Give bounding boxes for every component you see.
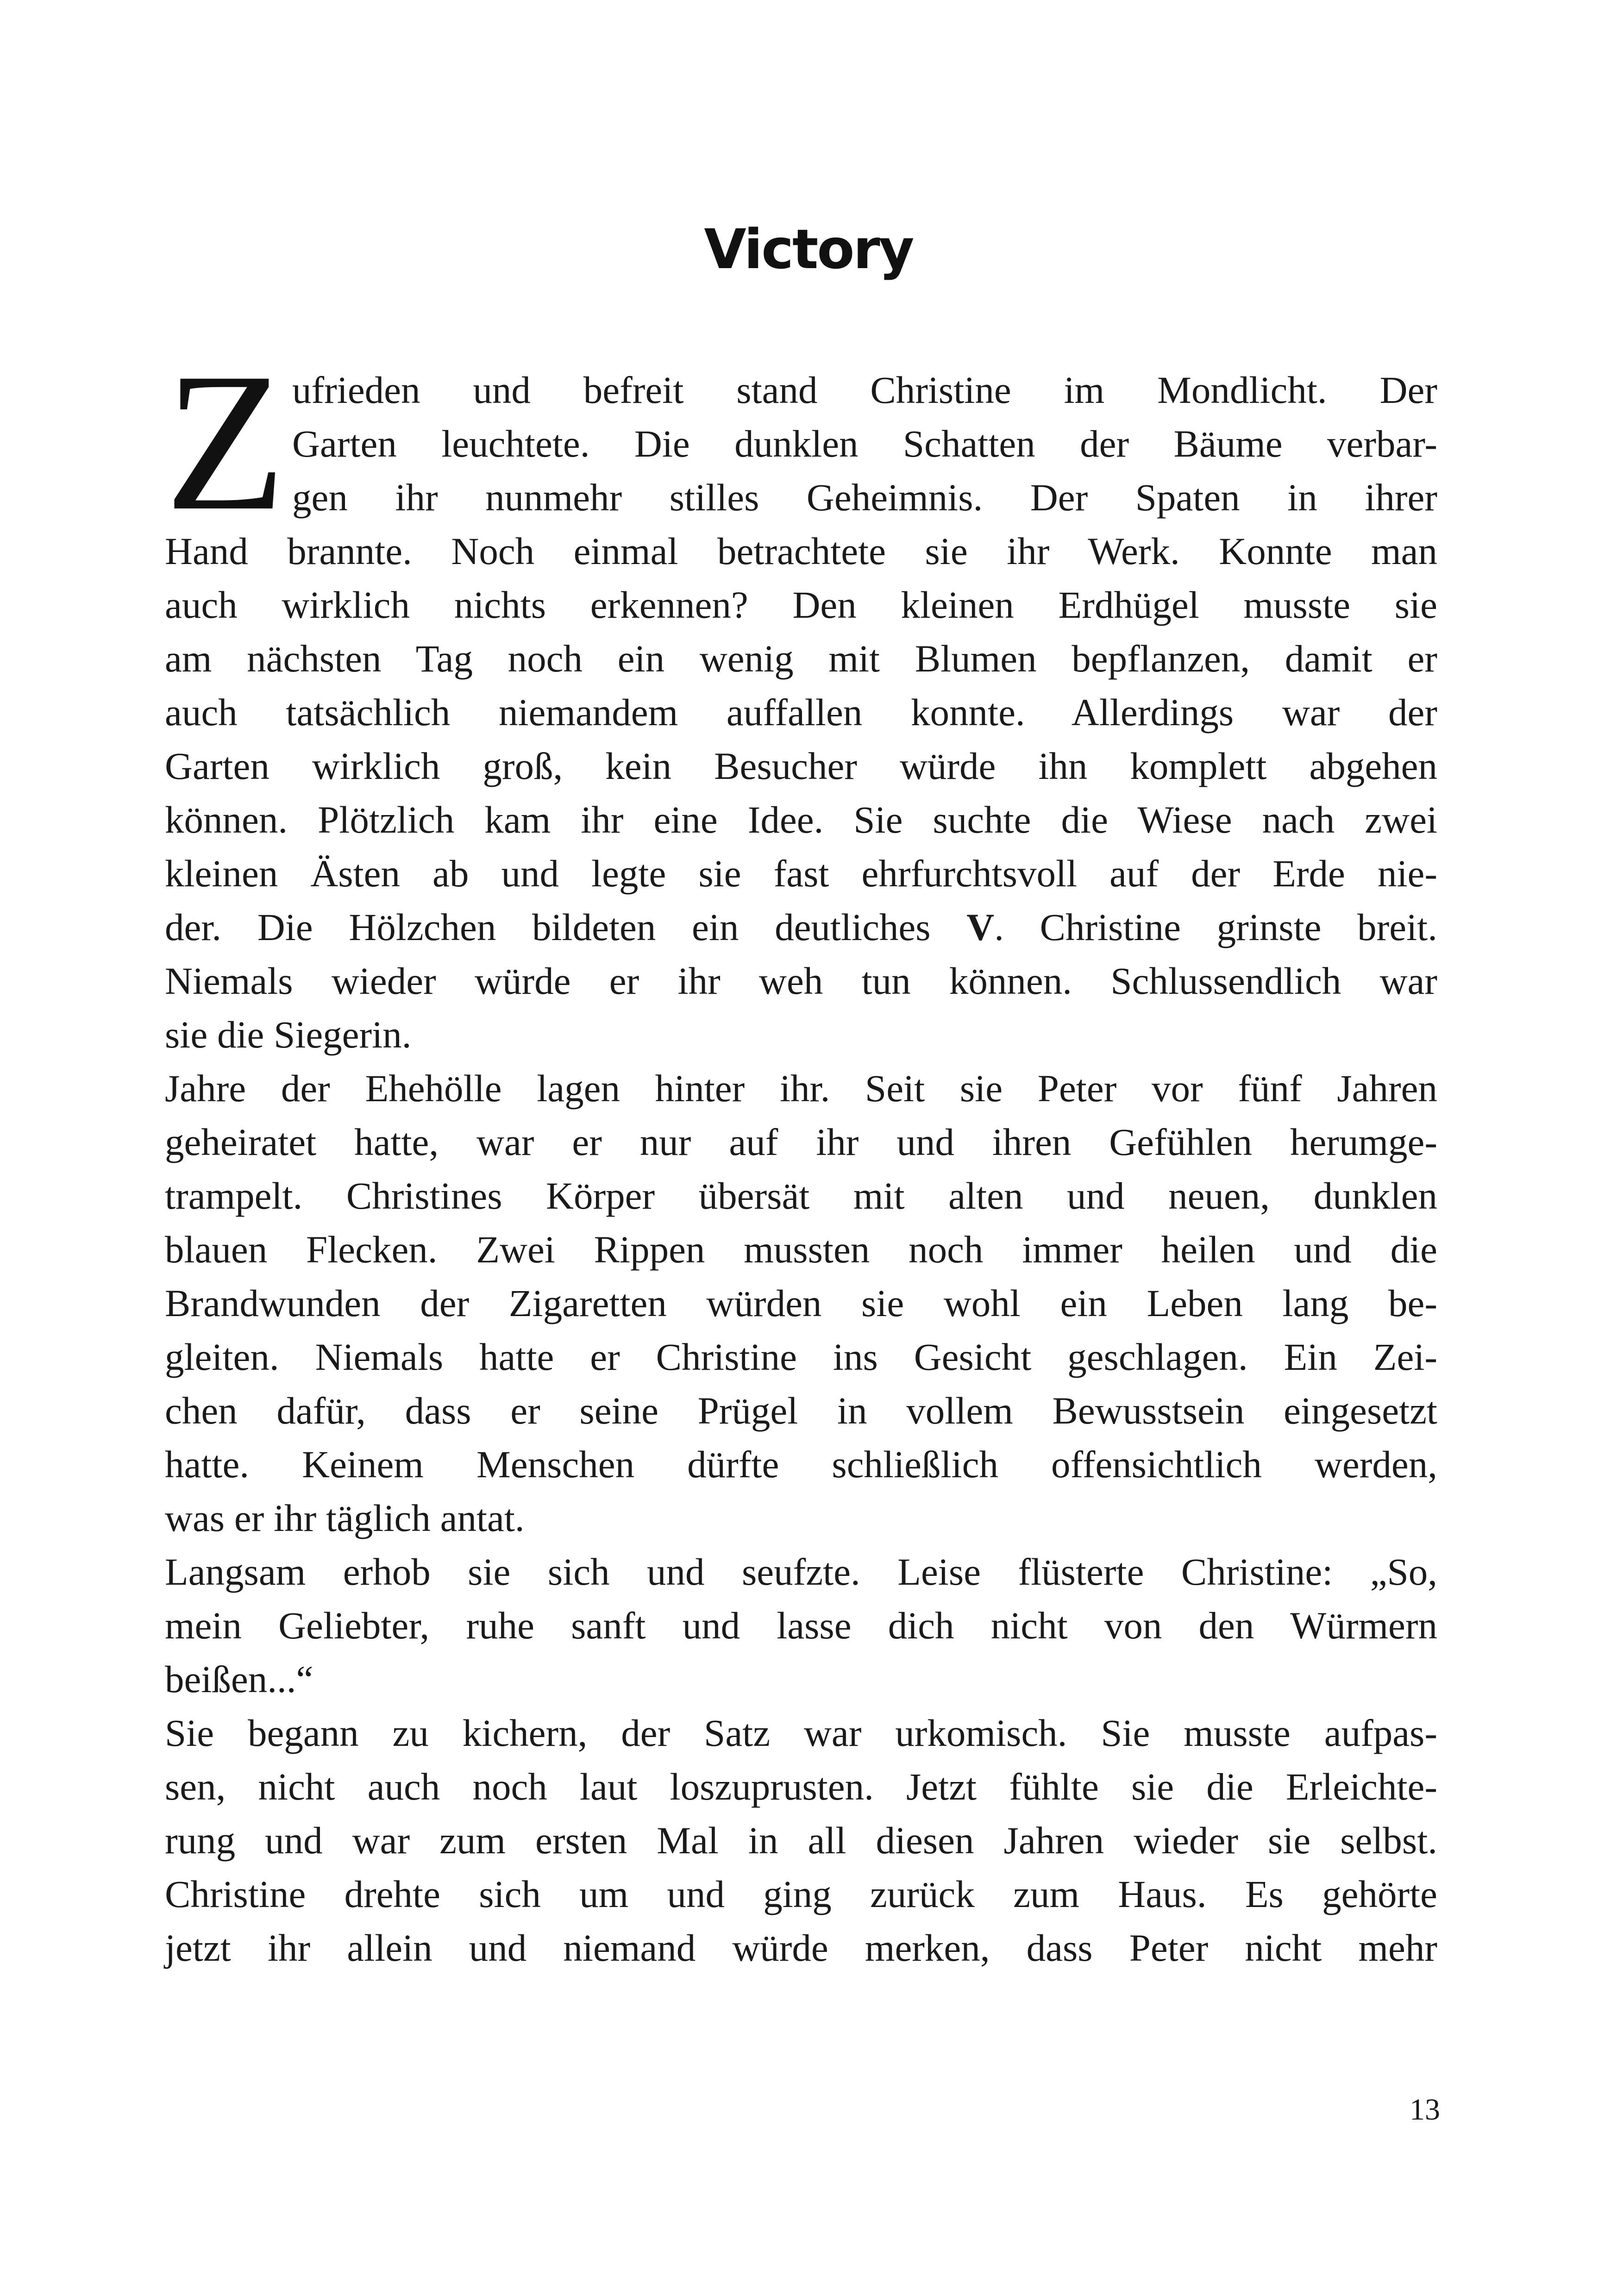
text-line: Niemals wieder würde er ihr weh tun können. Schlussendlich war — [165, 960, 1437, 1002]
text-line: Garten wirklich groß, kein Besucher würde ihn komplett abgehen — [165, 745, 1437, 787]
text-line: Jahre der Ehehölle lagen hinter ihr. Seit sie Peter vor fünf Jahren — [165, 1067, 1437, 1110]
text-line: beißen...“ — [165, 1658, 313, 1700]
text-line — [165, 900, 1437, 954]
page-number: 13 — [1410, 2093, 1440, 2127]
v-letter: V — [966, 906, 995, 948]
text-line: blauen Flecken. Zwei Rippen mussten noch immer heilen und die — [165, 1228, 1437, 1271]
text-line: gen ihr nunmehr stilles Geheimnis. Der Spaten in ihrer — [292, 476, 1437, 519]
dropcap-letter: Z — [165, 332, 286, 552]
text-line: chen dafür, dass er seine Prügel in vollem Bewusstsein eingesetzt — [165, 1389, 1437, 1432]
text-line: kleinen Ästen ab und legte sie fast ehrfurchtsvoll auf der Erde nie- — [165, 852, 1437, 895]
text-line: mein Geliebter, ruhe sanft und lasse dich nicht von den Würmern — [165, 1604, 1437, 1647]
text-segment: . Christine grinste breit. — [994, 906, 1437, 948]
text-line: können. Plötzlich kam ihr eine Idee. Sie suchte die Wiese nach zwei — [165, 798, 1437, 841]
text-line: geheiratet hatte, war er nur auf ihr und ihren Gefühlen herumge- — [165, 1121, 1437, 1163]
text-line: Christine drehte sich um und ging zurück zum Haus. Es gehörte — [165, 1873, 1437, 1915]
text-line: sen, nicht auch noch laut loszuprusten. Jetzt fühlte sie die Erleichte- — [165, 1765, 1437, 1808]
text-line: trampelt. Christines Körper übersät mit alten und neuen, dunklen — [165, 1174, 1437, 1217]
text-line: Brandwunden der Zigaretten würden sie wohl ein Leben lang be- — [165, 1282, 1437, 1324]
text-line: Langsam erhob sie sich und seufzte. Leise flüsterte Christine: „So, — [165, 1550, 1437, 1593]
text-line: auch tatsächlich niemandem auffallen konnte. Allerdings war der — [165, 691, 1437, 734]
text-line: gleiten. Niemals hatte er Christine ins Gesicht geschlagen. Ein Zei- — [165, 1336, 1437, 1378]
paragraph-2 — [165, 1061, 1437, 1545]
text-line: Hand brannte. Noch einmal betrachtete sie ihr Werk. Konnte man — [165, 530, 1437, 572]
text-line: Sie begann zu kichern, der Satz war urkomisch. Sie musste aufpas- — [165, 1712, 1437, 1754]
text-segment: der. Die Hölzchen bildeten ein deutliches — [165, 906, 967, 948]
text-line: Garten leuchtete. Die dunklen Schatten der Bäume verbar- — [292, 422, 1437, 465]
paragraph-4 — [165, 1706, 1437, 1975]
paragraph-1 — [165, 332, 1437, 1061]
body-text — [165, 332, 1437, 1975]
text-line: hatte. Keinem Menschen dürfte schließlich offensichtlich werden, — [165, 1443, 1437, 1486]
chapter-title: Victory — [704, 217, 913, 281]
text-line: auch wirklich nichts erkennen? Den kleinen Erdhügel musste sie — [165, 583, 1437, 626]
paragraph-3 — [165, 1545, 1437, 1706]
text-line: rung und war zum ersten Mal in all diesen Jahren wieder sie selbst. — [165, 1819, 1437, 1862]
text-line: am nächsten Tag noch ein wenig mit Blumen bepflanzen, damit er — [165, 637, 1437, 680]
text-line: sie die Siegerin. — [165, 1013, 412, 1056]
text-line: jetzt ihr allein und niemand würde merken, dass Peter nicht mehr — [165, 1926, 1437, 1969]
text-line: was er ihr täglich antat. — [165, 1497, 525, 1539]
text-line: ufrieden und befreit stand Christine im Mondlicht. Der — [292, 369, 1437, 411]
